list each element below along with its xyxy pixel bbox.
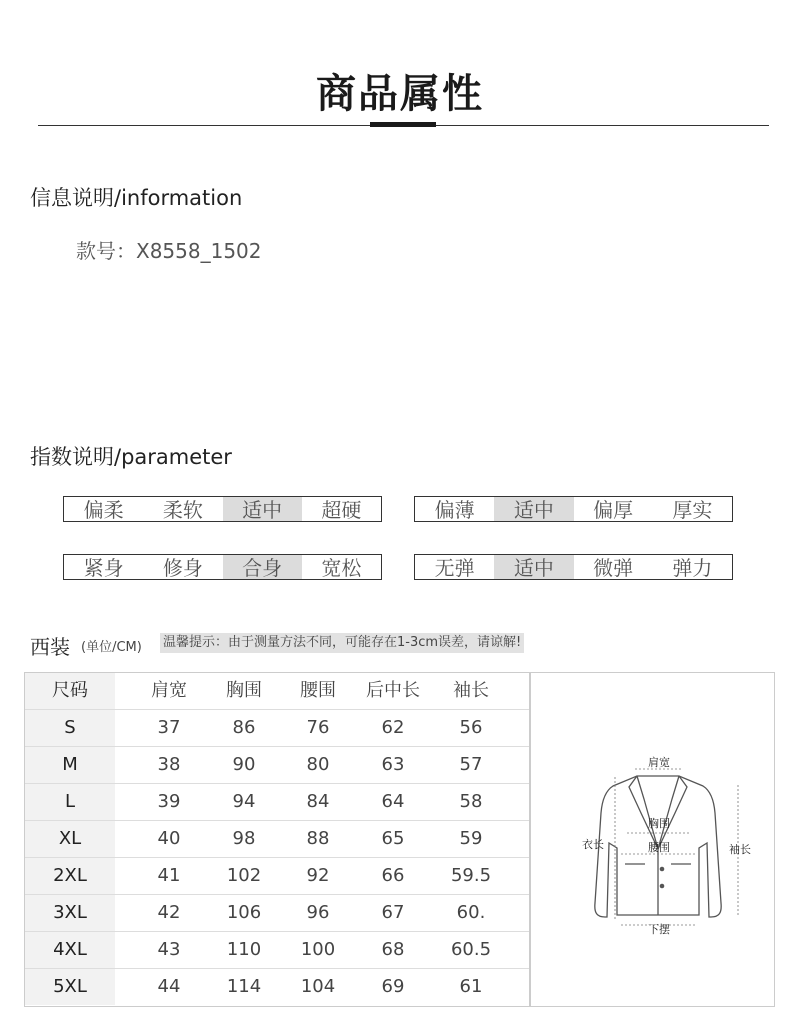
label-chest: 胸围	[648, 817, 670, 830]
measure-cell: 94	[232, 791, 256, 812]
measure-cell: 68	[381, 939, 405, 960]
table-header-cell: 尺码	[25, 673, 115, 709]
fit-option: 紧身	[83, 556, 124, 580]
elasticity-option: 弹力	[672, 556, 713, 580]
table-header-cell: 肩宽	[151, 680, 187, 701]
elasticity-option: 微弹	[593, 556, 634, 580]
size-cell: 5XL	[25, 969, 115, 1005]
unit-label: (单位/CM)	[81, 640, 142, 655]
measurement-tip: 温馨提示：由于测量方法不同，可能存在1-3cm误差，请谅解!	[160, 633, 524, 653]
table-row	[25, 895, 529, 932]
info-heading: 信息说明/information	[30, 186, 243, 210]
elasticity-option: 适中	[494, 555, 573, 579]
size-cell: L	[25, 784, 115, 820]
measure-cell: 40	[157, 828, 181, 849]
measure-cell: 39	[157, 791, 181, 812]
measure-cell: 67	[381, 902, 405, 923]
thickness-option: 偏厚	[593, 498, 634, 522]
parameter-heading: 指数说明/parameter	[30, 445, 232, 469]
measure-cell: 62	[381, 717, 405, 738]
thickness-scale	[414, 496, 733, 522]
size-cell: 4XL	[25, 932, 115, 968]
label-waist: 腰围	[648, 841, 670, 854]
fit-option: 宽松	[321, 556, 362, 580]
measure-cell: 106	[226, 902, 262, 923]
elasticity-option: 无弹	[434, 556, 475, 580]
measure-cell: 66	[381, 865, 405, 886]
measure-cell: 100	[300, 939, 336, 960]
table-header-cell: 胸围	[226, 680, 262, 701]
softness-option: 偏柔	[83, 498, 124, 522]
measure-cell: 102	[226, 865, 262, 886]
style-number-value: X8558_1502	[136, 239, 262, 263]
measure-cell: 56	[459, 717, 483, 738]
thickness-option: 偏薄	[434, 498, 475, 522]
softness-option: 超硬	[321, 498, 362, 522]
softness-option: 适中	[223, 497, 302, 521]
label-shoulder-width: 肩宽	[648, 756, 670, 769]
measure-cell: 60.	[456, 902, 486, 923]
elasticity-scale	[414, 554, 733, 580]
measure-cell: 90	[232, 754, 256, 775]
softness-option: 柔软	[162, 498, 203, 522]
title-accent-bar	[370, 122, 436, 127]
table-header-cell: 后中长	[366, 680, 420, 701]
size-cell: XL	[25, 821, 115, 857]
measure-cell: 41	[157, 865, 181, 886]
size-chart-title: 西装	[30, 635, 70, 659]
measure-cell: 42	[157, 902, 181, 923]
table-header-cell: 腰围	[300, 680, 336, 701]
label-sleeve: 袖长	[729, 843, 751, 856]
table-row	[25, 784, 529, 821]
jacket-diagram	[531, 673, 774, 1006]
size-cell: S	[25, 710, 115, 746]
page-title: 商品属性	[316, 71, 484, 117]
measure-cell: 98	[232, 828, 256, 849]
size-cell: M	[25, 747, 115, 783]
size-cell: 2XL	[25, 858, 115, 894]
measure-cell: 64	[381, 791, 405, 812]
label-hem: 下摆	[648, 923, 670, 936]
measure-cell: 58	[459, 791, 483, 812]
table-row	[25, 969, 529, 1006]
measure-cell: 63	[381, 754, 405, 775]
measure-cell: 92	[306, 865, 330, 886]
measure-cell: 43	[157, 939, 181, 960]
measure-cell: 59	[459, 828, 483, 849]
table-row	[25, 710, 529, 747]
table-header-row	[25, 673, 529, 710]
measure-cell: 69	[381, 976, 405, 997]
measure-cell: 76	[306, 717, 330, 738]
fit-option: 修身	[162, 556, 203, 580]
measure-cell: 104	[300, 976, 336, 997]
measure-cell: 38	[157, 754, 181, 775]
measure-cell: 86	[232, 717, 256, 738]
measure-cell: 37	[157, 717, 181, 738]
softness-scale	[63, 496, 382, 522]
measure-cell: 110	[226, 939, 262, 960]
jacket-diagram-panel	[530, 672, 775, 1007]
measure-cell: 57	[459, 754, 483, 775]
table-row	[25, 821, 529, 858]
measure-cell: 44	[157, 976, 181, 997]
measure-cell: 60.5	[450, 939, 492, 960]
measure-cell: 88	[306, 828, 330, 849]
table-row	[25, 932, 529, 969]
measure-cell: 114	[226, 976, 262, 997]
measure-cell: 80	[306, 754, 330, 775]
label-length: 衣长	[582, 838, 604, 851]
measure-cell: 61	[459, 976, 483, 997]
measure-cell: 59.5	[450, 865, 492, 886]
measure-cell: 84	[306, 791, 330, 812]
table-row	[25, 747, 529, 784]
thickness-option: 厚实	[672, 498, 713, 522]
table-row	[25, 858, 529, 895]
size-table	[24, 672, 530, 1007]
thickness-option: 适中	[494, 497, 573, 521]
measure-cell: 96	[306, 902, 330, 923]
measure-cell: 65	[381, 828, 405, 849]
style-number	[76, 235, 262, 264]
style-number-label: 款号：	[76, 239, 136, 263]
table-header-cell: 袖长	[453, 680, 489, 701]
fit-scale	[63, 554, 382, 580]
size-cell: 3XL	[25, 895, 115, 931]
fit-option: 合身	[223, 555, 302, 579]
